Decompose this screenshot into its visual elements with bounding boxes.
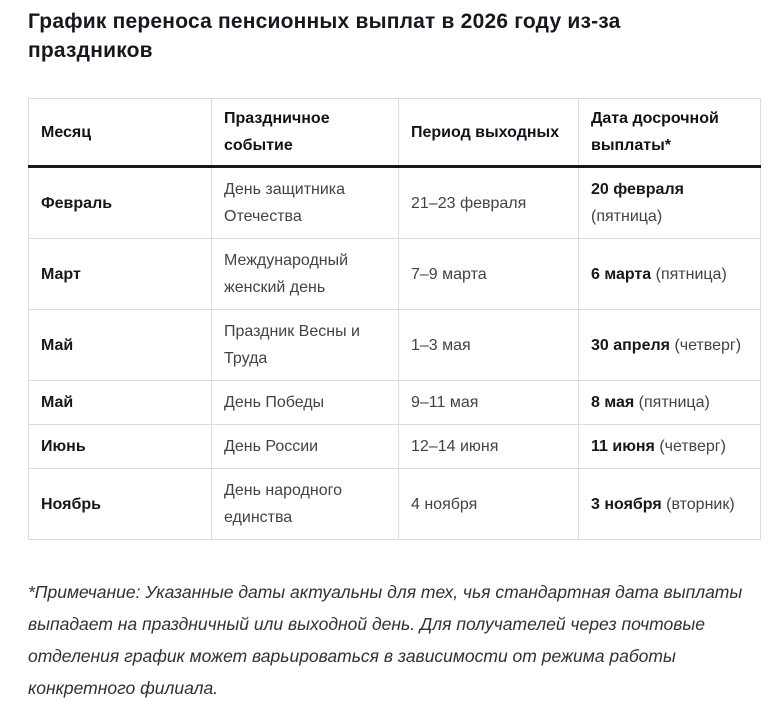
table-row <box>29 310 761 381</box>
cell-weekend-period: 7–9 марта <box>399 239 579 310</box>
table-header <box>29 99 761 167</box>
cell-event: Праздник Весны и Труда <box>212 310 399 381</box>
cell-month: Май <box>29 381 212 425</box>
cell-payment-date: 30 апреля (четверг) <box>579 310 761 381</box>
header-payment-date: Дата досрочной выплаты* <box>579 99 761 167</box>
table-body <box>29 167 761 540</box>
cell-weekend-period: 21–23 февраля <box>399 167 579 239</box>
table-row <box>29 425 761 469</box>
header-period: Период выходных <box>399 99 579 167</box>
header-row <box>29 99 761 167</box>
cell-month: Май <box>29 310 212 381</box>
cell-month: Февраль <box>29 167 212 239</box>
footnote: *Примечание: Указанные даты актуальны для тех, чья стандартная дата выплаты выпадает на праздничный или выходной день. Для получателей через почтовые отделения график может варьироваться в зависимости от режима работы конкретного филиала. <box>28 582 743 698</box>
cell-month: Ноябрь <box>29 469 212 540</box>
cell-month: Март <box>29 239 212 310</box>
header-event: Праздничное событие <box>212 99 399 167</box>
pension-schedule-table <box>28 98 761 540</box>
table-row <box>29 239 761 310</box>
page-title: График переноса пенсионных выплат в 2026 году из-за праздников <box>28 10 621 62</box>
cell-weekend-period: 9–11 мая <box>399 381 579 425</box>
header-month: Месяц <box>29 99 212 167</box>
cell-weekend-period: 1–3 мая <box>399 310 579 381</box>
cell-month: Июнь <box>29 425 212 469</box>
cell-payment-date: 3 ноября (вторник) <box>579 469 761 540</box>
table-row <box>29 381 761 425</box>
table-row <box>29 469 761 540</box>
cell-weekend-period: 4 ноября <box>399 469 579 540</box>
cell-payment-date: 11 июня (четверг) <box>579 425 761 469</box>
cell-event: День Победы <box>212 381 399 425</box>
cell-event: Международный женский день <box>212 239 399 310</box>
cell-payment-date: 20 февраля (пятница) <box>579 167 761 239</box>
cell-payment-date: 8 мая (пятница) <box>579 381 761 425</box>
cell-event: День народного единства <box>212 469 399 540</box>
cell-payment-date: 6 марта (пятница) <box>579 239 761 310</box>
table-row <box>29 167 761 239</box>
cell-weekend-period: 12–14 июня <box>399 425 579 469</box>
cell-event: День России <box>212 425 399 469</box>
cell-event: День защитника Отечества <box>212 167 399 239</box>
